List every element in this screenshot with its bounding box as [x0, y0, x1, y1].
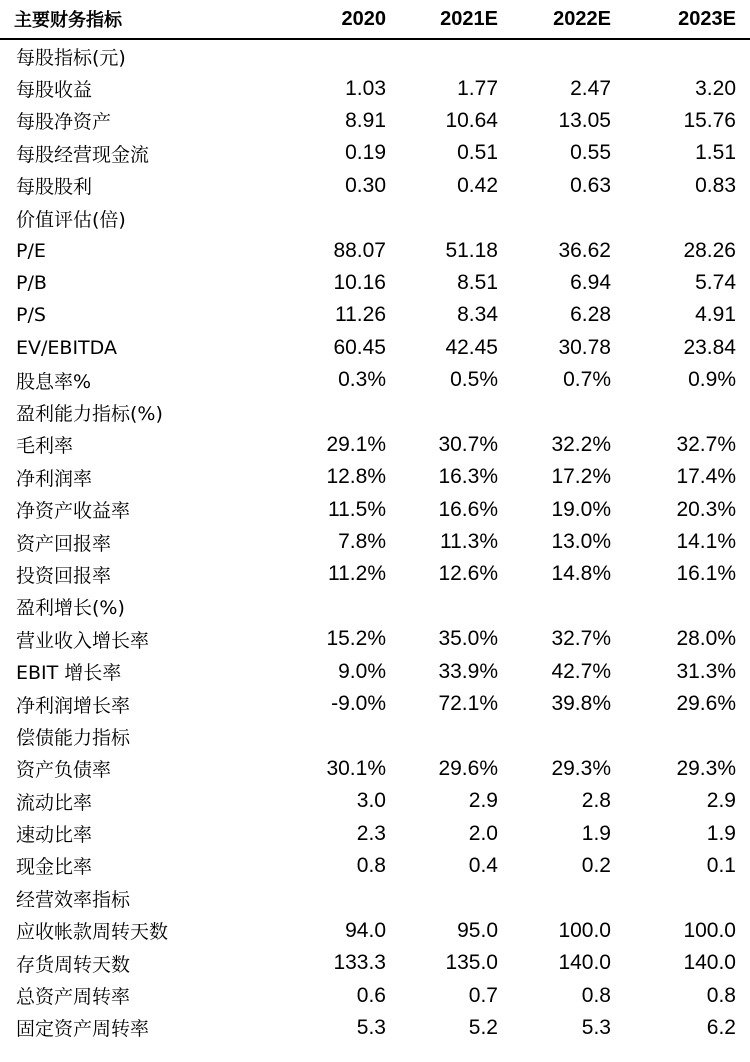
row-label: P/E — [16, 239, 46, 262]
row-label: 每股股利 — [16, 176, 93, 199]
table-row — [0, 234, 750, 266]
table-row — [0, 40, 750, 72]
table-row — [0, 785, 750, 817]
row-value: 13.05 — [558, 108, 611, 132]
row-value: 0.6 — [356, 983, 386, 1007]
row-value: 51.18 — [445, 238, 498, 262]
row-value: 140.0 — [558, 951, 611, 975]
row-value: 4.91 — [695, 303, 736, 327]
row-value: 28.26 — [683, 238, 736, 262]
row-label: 每股指标(元) — [16, 46, 126, 69]
table-row — [0, 817, 750, 849]
row-value: 5.3 — [356, 1015, 386, 1039]
row-value: 14.8% — [551, 562, 611, 586]
year-header-2023e: 2023E — [678, 7, 736, 30]
table-row — [0, 332, 750, 364]
row-value: 11.26 — [335, 303, 386, 327]
row-value: 14.1% — [676, 530, 736, 554]
row-value: 1.51 — [695, 141, 736, 165]
row-value: 6.94 — [570, 270, 611, 294]
table-row — [0, 558, 750, 590]
row-value: 23.84 — [683, 335, 736, 359]
row-value: 3.20 — [695, 76, 736, 100]
row-value: 13.0% — [551, 530, 611, 554]
row-value: 7.8% — [338, 530, 386, 554]
row-value: 17.4% — [676, 465, 736, 489]
row-value: 36.62 — [558, 238, 611, 262]
row-value: 11.5% — [328, 497, 386, 521]
row-value: 32.2% — [551, 432, 611, 456]
row-value: 0.42 — [457, 173, 498, 197]
row-value: 0.8 — [581, 983, 611, 1007]
row-value: 30.7% — [438, 432, 498, 456]
row-value: 16.1% — [676, 562, 736, 586]
table-row — [0, 1012, 750, 1044]
table-row — [0, 915, 750, 947]
row-value: 0.4 — [468, 853, 498, 877]
row-value: 0.55 — [570, 141, 611, 165]
row-label: 盈利增长(%) — [16, 597, 125, 620]
table-row — [0, 720, 750, 752]
row-value: 16.3% — [438, 465, 498, 489]
row-value: 1.77 — [457, 76, 498, 100]
year-header-2020: 2020 — [341, 7, 386, 30]
table-row — [0, 850, 750, 882]
row-label: 存货周转天数 — [16, 953, 131, 976]
row-value: 0.8 — [706, 983, 736, 1007]
row-value: 8.51 — [457, 270, 498, 294]
row-label: 净利润增长率 — [16, 694, 131, 717]
table-row — [0, 72, 750, 104]
row-value: 11.2% — [328, 562, 386, 586]
row-value: 72.1% — [438, 692, 498, 715]
row-label: 投资回报率 — [16, 564, 112, 587]
row-value: -9.0% — [331, 692, 386, 715]
table-row — [0, 170, 750, 202]
row-label: 现金比率 — [16, 856, 93, 879]
table-row — [0, 429, 750, 461]
row-value: 6.2 — [706, 1015, 736, 1039]
row-value: 0.7 — [468, 983, 498, 1007]
table-row — [0, 947, 750, 979]
row-value: 30.78 — [558, 335, 611, 359]
row-value: 2.3 — [356, 821, 386, 845]
row-value: 8.34 — [457, 303, 498, 327]
row-label: 经营效率指标 — [16, 888, 131, 911]
row-label: 每股收益 — [16, 79, 93, 102]
row-value: 35.0% — [438, 627, 498, 651]
table-row — [0, 979, 750, 1011]
row-label: P/S — [16, 304, 46, 327]
table-row — [0, 105, 750, 137]
row-value: 0.3% — [338, 368, 386, 392]
row-label: EV/EBITDA — [16, 336, 117, 359]
row-label: 速动比率 — [16, 824, 93, 847]
row-label: 偿债能力指标 — [16, 726, 131, 749]
year-header-2021e: 2021E — [440, 7, 498, 30]
row-value: 5.74 — [695, 270, 736, 294]
table-row — [0, 202, 750, 234]
table-header — [0, 0, 750, 40]
row-value: 30.1% — [326, 756, 386, 780]
row-value: 0.83 — [695, 173, 736, 197]
table-row — [0, 137, 750, 169]
row-value: 2.9 — [706, 789, 736, 813]
table-title: 主要财务指标 — [14, 10, 122, 31]
row-label: 营业收入增长率 — [16, 629, 150, 652]
row-value: 0.1 — [706, 853, 736, 877]
row-value: 2.8 — [581, 789, 611, 813]
row-label: 价值评估(倍) — [16, 208, 126, 231]
row-label: 每股经营现金流 — [16, 143, 150, 166]
table-row — [0, 396, 750, 428]
row-value: 0.9% — [688, 368, 736, 392]
row-value: 10.64 — [445, 108, 498, 132]
row-label: 流动比率 — [16, 791, 93, 814]
table-row — [0, 493, 750, 525]
row-value: 0.2 — [581, 853, 611, 877]
table-row — [0, 591, 750, 623]
row-value: 94.0 — [345, 918, 386, 942]
row-value: 0.5% — [450, 368, 498, 392]
row-value: 29.3% — [676, 756, 736, 780]
row-label: 总资产周转率 — [16, 986, 131, 1009]
row-label: 净资产收益率 — [16, 500, 131, 523]
table-row — [0, 526, 750, 558]
row-label: P/B — [16, 271, 47, 294]
row-value: 15.2% — [326, 627, 386, 651]
row-value: 0.63 — [570, 173, 611, 197]
row-value: 29.6% — [676, 692, 736, 715]
row-value: 42.45 — [445, 335, 498, 359]
row-value: 10.16 — [333, 270, 386, 294]
row-value: 100.0 — [683, 918, 736, 942]
row-value: 16.6% — [438, 497, 498, 521]
row-label: 毛利率 — [16, 435, 74, 458]
row-label: 股息率% — [16, 370, 92, 393]
table-row — [0, 882, 750, 914]
row-value: 60.45 — [333, 335, 386, 359]
table-row — [0, 623, 750, 655]
row-value: 29.6% — [438, 756, 498, 780]
row-value: 2.9 — [468, 789, 498, 813]
row-value: 5.3 — [581, 1015, 611, 1039]
row-value: 15.76 — [683, 108, 736, 132]
row-value: 39.8% — [551, 692, 611, 715]
row-value: 20.3% — [676, 497, 736, 521]
row-value: 95.0 — [457, 918, 498, 942]
row-value: 3.0 — [356, 789, 386, 813]
row-value: 2.0 — [468, 821, 498, 845]
row-label: 资产回报率 — [16, 532, 112, 555]
row-value: 100.0 — [558, 918, 611, 942]
table-row — [0, 267, 750, 299]
table-row — [0, 299, 750, 331]
row-value: 29.1% — [326, 432, 386, 456]
row-value: 0.51 — [457, 141, 498, 165]
row-value: 133.3 — [333, 951, 386, 975]
row-value: 12.6% — [438, 562, 498, 586]
row-value: 8.91 — [345, 108, 386, 132]
row-value: 32.7% — [551, 627, 611, 651]
row-value: 88.07 — [333, 238, 386, 262]
year-header-2022e: 2022E — [553, 7, 611, 30]
row-label: 资产负债率 — [16, 759, 112, 782]
table-body — [0, 40, 750, 1044]
row-value: 6.28 — [570, 303, 611, 327]
table-row — [0, 688, 750, 720]
row-label: 应收帐款周转天数 — [16, 921, 169, 944]
row-value: 140.0 — [683, 951, 736, 975]
row-value: 29.3% — [551, 756, 611, 780]
row-value: 9.0% — [338, 659, 386, 683]
row-value: 1.03 — [345, 76, 386, 100]
row-value: 19.0% — [551, 497, 611, 521]
row-label: 每股净资产 — [16, 111, 112, 134]
row-value: 1.9 — [581, 821, 611, 845]
row-value: 0.7% — [563, 368, 611, 392]
row-value: 33.9% — [438, 659, 498, 683]
row-value: 2.47 — [570, 76, 611, 100]
row-value: 31.3% — [676, 659, 736, 683]
row-value: 12.8% — [326, 465, 386, 489]
table-row — [0, 753, 750, 785]
row-value: 0.8 — [356, 853, 386, 877]
row-value: 0.19 — [345, 141, 386, 165]
row-value: 17.2% — [551, 465, 611, 489]
row-label: 固定资产周转率 — [16, 1018, 150, 1041]
row-value: 0.30 — [345, 173, 386, 197]
row-value: 42.7% — [551, 659, 611, 683]
table-row — [0, 461, 750, 493]
row-value: 1.9 — [706, 821, 736, 845]
row-value: 28.0% — [676, 627, 736, 651]
table-row — [0, 364, 750, 396]
table-row — [0, 655, 750, 687]
row-value: 5.2 — [468, 1015, 498, 1039]
row-label: EBIT 增长率 — [16, 662, 122, 685]
row-value: 32.7% — [676, 432, 736, 456]
row-label: 盈利能力指标(%) — [16, 402, 163, 425]
row-value: 135.0 — [445, 951, 498, 975]
row-label: 净利润率 — [16, 467, 93, 490]
row-value: 11.3% — [440, 530, 498, 554]
